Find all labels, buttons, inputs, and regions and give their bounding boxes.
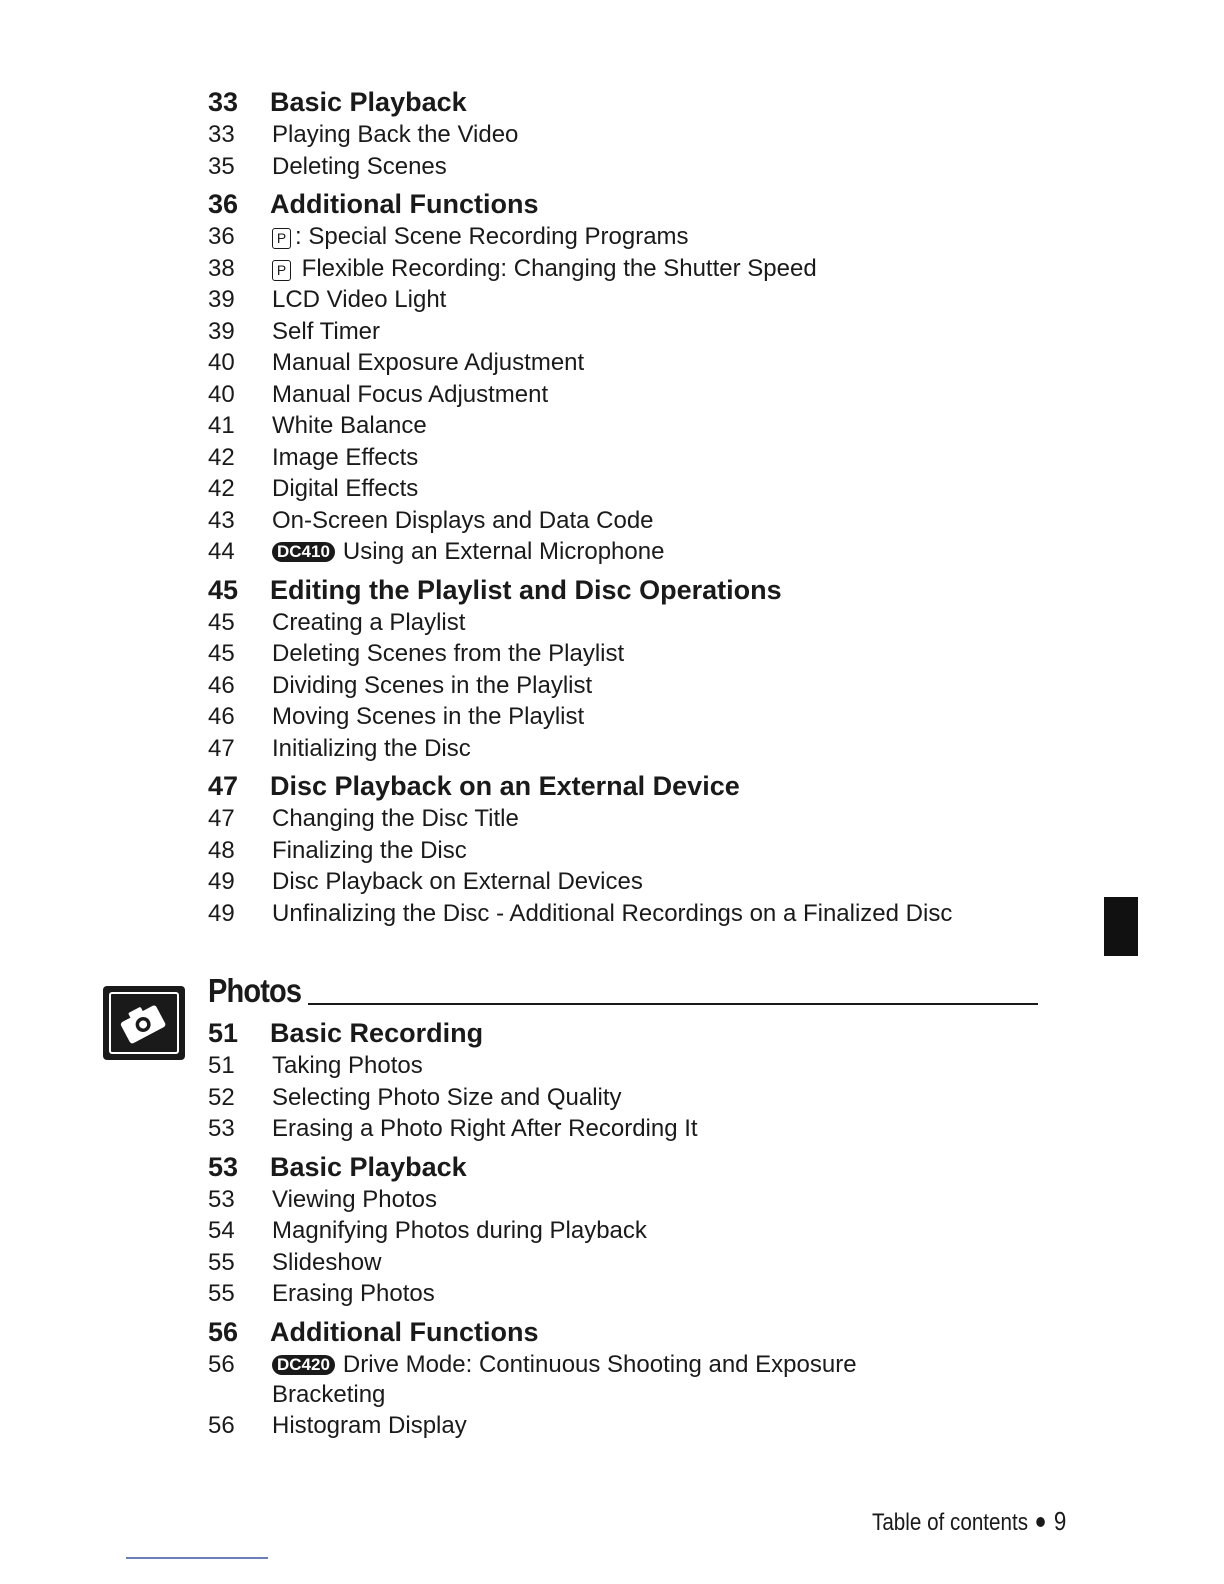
toc-entry-title bbox=[272, 1349, 1038, 1381]
entry-text: Moving Scenes in the Playlist bbox=[272, 703, 585, 730]
toc-entry[interactable] bbox=[208, 670, 1038, 702]
entry-text: Digital Effects bbox=[272, 475, 419, 502]
toc-entry[interactable] bbox=[208, 442, 1038, 474]
toc-entry[interactable] bbox=[208, 607, 1038, 639]
camera-icon-glyph bbox=[111, 994, 177, 1052]
entry-text: Deleting Scenes bbox=[272, 152, 447, 180]
toc-entry-title bbox=[272, 442, 1038, 474]
toc-section-heading[interactable] bbox=[208, 770, 1038, 803]
toc-entry-title bbox=[272, 670, 1038, 702]
toc-page-number: 33 bbox=[208, 87, 239, 117]
entry-text: Drive Mode: Continuous Shooting and Exposure bbox=[342, 1350, 857, 1378]
toc-page-number: 47 bbox=[208, 805, 235, 832]
toc-page-number: 55 bbox=[208, 1248, 235, 1276]
table-of-contents bbox=[208, 86, 1038, 1448]
entry-text: LCD Video Light bbox=[272, 286, 447, 313]
toc-page-number: 38 bbox=[208, 254, 235, 282]
toc-entry[interactable] bbox=[208, 119, 1038, 151]
toc-page-number: 54 bbox=[208, 1217, 235, 1244]
toc-entry[interactable] bbox=[208, 1050, 1038, 1082]
toc-page-number: 53 bbox=[208, 1115, 235, 1142]
page-footer bbox=[872, 1506, 1066, 1537]
toc-entry[interactable] bbox=[208, 1184, 1038, 1216]
toc-section-heading[interactable] bbox=[208, 574, 1038, 607]
entry-text: Finalizing the Disc bbox=[272, 836, 467, 864]
entry-text: Taking Photos bbox=[272, 1052, 423, 1079]
entry-text: Using an External Microphone bbox=[342, 538, 665, 565]
toc-entry-title bbox=[272, 1410, 1038, 1442]
toc-entry[interactable] bbox=[208, 701, 1038, 733]
toc-entry-title bbox=[272, 505, 1038, 537]
toc-entry-title bbox=[272, 379, 1038, 411]
entry-text: Erasing a Photo Right After Recording It bbox=[272, 1115, 698, 1142]
toc-section bbox=[208, 574, 1038, 765]
section-heading-text: Disc Playback on an External Device bbox=[270, 771, 740, 801]
toc-page-number: 51 bbox=[208, 1052, 235, 1079]
toc-entry[interactable] bbox=[208, 1082, 1038, 1114]
entry-text: Manual Exposure Adjustment bbox=[272, 349, 585, 376]
section-heading-text: Editing the Playlist and Disc Operations bbox=[270, 574, 782, 605]
camera-icon bbox=[103, 986, 185, 1060]
photo-sections bbox=[208, 1017, 1038, 1442]
entry-text: Manual Focus Adjustment bbox=[272, 380, 549, 408]
toc-page-number: 47 bbox=[208, 771, 239, 801]
entry-text: Disc Playback on External Devices bbox=[272, 868, 643, 895]
footer-label: Table of contents bbox=[872, 1509, 1029, 1536]
toc-entry[interactable] bbox=[208, 898, 1038, 930]
toc-entry-title bbox=[272, 119, 1038, 151]
toc-entry[interactable] bbox=[208, 1410, 1038, 1442]
entry-text: Initializing the Disc bbox=[272, 734, 471, 762]
toc-page-number: 40 bbox=[208, 349, 235, 376]
toc-page-number: 49 bbox=[208, 899, 235, 927]
entry-text: Playing Back the Video bbox=[272, 121, 519, 148]
toc-entry-title bbox=[272, 1278, 1038, 1310]
section-heading-text: Basic Playback bbox=[270, 1151, 467, 1182]
toc-entry[interactable] bbox=[208, 803, 1038, 835]
toc-page-number: 47 bbox=[208, 734, 235, 762]
toc-entry-title bbox=[272, 835, 1038, 867]
toc-page-number: 35 bbox=[208, 152, 235, 180]
toc-page-number: 56 bbox=[208, 1350, 235, 1378]
section-heading-text: Additional Functions bbox=[270, 189, 539, 219]
entry-text: Erasing Photos bbox=[272, 1280, 435, 1307]
toc-page-number: 44 bbox=[208, 538, 235, 565]
toc-entry-title bbox=[272, 607, 1038, 639]
toc-entry[interactable] bbox=[208, 253, 1038, 285]
toc-entry[interactable] bbox=[208, 1349, 1038, 1381]
toc-page-number: 56 bbox=[208, 1412, 235, 1439]
toc-entry[interactable] bbox=[208, 473, 1038, 505]
entry-text: Viewing Photos bbox=[272, 1185, 437, 1213]
page-number: 9 bbox=[1053, 1506, 1067, 1536]
toc-section-heading[interactable] bbox=[208, 86, 1038, 119]
toc-entry-title bbox=[272, 473, 1038, 505]
toc-entry[interactable] bbox=[208, 410, 1038, 442]
program-mode-icon: P bbox=[272, 228, 291, 249]
section-heading-text: Additional Functions bbox=[270, 1316, 539, 1347]
toc-entry-title bbox=[270, 188, 1038, 221]
entry-text: Image Effects bbox=[272, 443, 419, 471]
bottom-rule bbox=[126, 1557, 268, 1559]
toc-entry[interactable] bbox=[208, 835, 1038, 867]
toc-section bbox=[208, 188, 1038, 568]
toc-page-number: 53 bbox=[208, 1185, 235, 1213]
toc-page-number: 39 bbox=[208, 286, 235, 313]
video-sections bbox=[208, 86, 1038, 929]
toc-entry-title bbox=[272, 221, 1038, 253]
toc-entry-title bbox=[272, 866, 1038, 898]
toc-entry-title bbox=[272, 1113, 1038, 1145]
toc-entry-title bbox=[270, 86, 1038, 119]
toc-entry-title bbox=[272, 1082, 1038, 1114]
toc-entry-title bbox=[272, 316, 1038, 348]
toc-section-heading[interactable] bbox=[208, 1017, 1038, 1050]
toc-entry-title bbox=[272, 1050, 1038, 1082]
entry-text: Histogram Display bbox=[272, 1412, 467, 1439]
toc-section bbox=[208, 770, 1038, 929]
section-heading-text: Basic Playback bbox=[270, 87, 467, 117]
toc-page-number: 45 bbox=[208, 608, 235, 636]
entry-text: Flexible Recording: Changing the Shutter Speed bbox=[301, 254, 817, 282]
toc-page-number: 45 bbox=[208, 640, 235, 667]
entry-text: Deleting Scenes from the Playlist bbox=[272, 640, 625, 667]
toc-page-number: 33 bbox=[208, 121, 235, 148]
model-badge: DC410 bbox=[272, 542, 335, 562]
entry-text: Creating a Playlist bbox=[272, 608, 466, 636]
entry-text: : Special Scene Recording Programs bbox=[295, 223, 689, 250]
photos-group-title: Photos bbox=[208, 972, 302, 1009]
toc-entry[interactable] bbox=[208, 221, 1038, 253]
toc-entry-title bbox=[272, 253, 1038, 285]
toc-section bbox=[208, 86, 1038, 182]
entry-text: Changing the Disc Title bbox=[272, 805, 519, 832]
toc-page-number: 43 bbox=[208, 506, 235, 534]
toc-entry-title bbox=[270, 574, 1038, 607]
toc-entry[interactable] bbox=[208, 505, 1038, 537]
toc-entry[interactable] bbox=[208, 866, 1038, 898]
toc-entry[interactable] bbox=[208, 1113, 1038, 1145]
model-badge: DC420 bbox=[272, 1355, 335, 1375]
toc-page-number: 52 bbox=[208, 1083, 235, 1111]
toc-section-heading[interactable] bbox=[208, 188, 1038, 221]
entry-text: Selecting Photo Size and Quality bbox=[272, 1083, 622, 1111]
toc-entry[interactable] bbox=[208, 638, 1038, 670]
toc-section bbox=[208, 1151, 1038, 1310]
toc-section bbox=[208, 1316, 1038, 1442]
toc-entry-title bbox=[272, 1184, 1038, 1216]
toc-page-number: 48 bbox=[208, 836, 235, 864]
camera-icon-frame bbox=[109, 992, 179, 1054]
toc-entry-title bbox=[272, 701, 1038, 733]
toc-entry-title bbox=[272, 536, 1038, 568]
toc-entry[interactable] bbox=[208, 316, 1038, 348]
entry-text: Magnifying Photos during Playback bbox=[272, 1217, 647, 1244]
toc-page-number: 45 bbox=[208, 574, 239, 605]
entry-text: Unfinalizing the Disc - Additional Recordings on a Finalized Disc bbox=[272, 899, 953, 927]
toc-entry-title bbox=[272, 284, 1038, 316]
toc-page-number: 42 bbox=[208, 443, 235, 471]
toc-entry[interactable] bbox=[208, 151, 1038, 183]
toc-entry[interactable] bbox=[208, 536, 1038, 568]
bullet-icon bbox=[1037, 1517, 1046, 1527]
toc-page-number: 42 bbox=[208, 475, 235, 502]
toc-entry-title bbox=[272, 638, 1038, 670]
toc-page-number: 53 bbox=[208, 1151, 239, 1182]
entry-text: White Balance bbox=[272, 412, 427, 439]
entry-text-continuation: Bracketing bbox=[272, 1381, 386, 1408]
entry-text: Slideshow bbox=[272, 1248, 382, 1276]
toc-entry-title bbox=[272, 151, 1038, 183]
toc-entry-title bbox=[272, 347, 1038, 379]
toc-entry[interactable] bbox=[208, 284, 1038, 316]
program-mode-icon: P bbox=[272, 260, 291, 281]
toc-section-heading[interactable] bbox=[208, 1151, 1038, 1184]
toc-page-number: 41 bbox=[208, 412, 235, 439]
toc-entry[interactable] bbox=[208, 379, 1038, 411]
toc-page-number: 55 bbox=[208, 1280, 235, 1307]
toc-entry-title bbox=[272, 898, 1038, 930]
toc-entry-continuation bbox=[208, 1380, 1038, 1410]
toc-page-number: 46 bbox=[208, 671, 235, 699]
toc-page-number: 36 bbox=[208, 223, 235, 250]
toc-page-number: 46 bbox=[208, 703, 235, 730]
toc-entry-title bbox=[270, 1316, 1038, 1349]
toc-entry-title bbox=[272, 1215, 1038, 1247]
toc-entry-title bbox=[270, 770, 1038, 803]
toc-entry-title bbox=[270, 1151, 1038, 1184]
toc-entry[interactable] bbox=[208, 347, 1038, 379]
toc-entry-title bbox=[272, 803, 1038, 835]
toc-entry[interactable] bbox=[208, 733, 1038, 765]
toc-entry[interactable] bbox=[208, 1247, 1038, 1279]
entry-text: Self Timer bbox=[272, 317, 381, 345]
toc-entry-title bbox=[272, 1247, 1038, 1279]
section-heading-text: Basic Recording bbox=[270, 1018, 484, 1048]
toc-entry-title bbox=[270, 1017, 1038, 1050]
chapter-side-marker bbox=[1104, 897, 1138, 956]
toc-section-heading[interactable] bbox=[208, 1316, 1038, 1349]
toc-page-number: 39 bbox=[208, 317, 235, 345]
toc-page-number: 40 bbox=[208, 380, 235, 408]
toc-page-number: 49 bbox=[208, 868, 235, 895]
toc-entry[interactable] bbox=[208, 1278, 1038, 1310]
group-title-rule bbox=[308, 1003, 1038, 1005]
toc-entry[interactable] bbox=[208, 1215, 1038, 1247]
entry-text: On-Screen Displays and Data Code bbox=[272, 506, 654, 534]
toc-page-number: 36 bbox=[208, 189, 239, 219]
toc-section bbox=[208, 1017, 1038, 1145]
toc-entry-title bbox=[272, 410, 1038, 442]
entry-text: Dividing Scenes in the Playlist bbox=[272, 671, 593, 699]
toc-page-number: 51 bbox=[208, 1018, 239, 1048]
toc-page-number: 56 bbox=[208, 1316, 239, 1347]
photos-group-header bbox=[208, 973, 1038, 1009]
toc-entry-title bbox=[272, 733, 1038, 765]
